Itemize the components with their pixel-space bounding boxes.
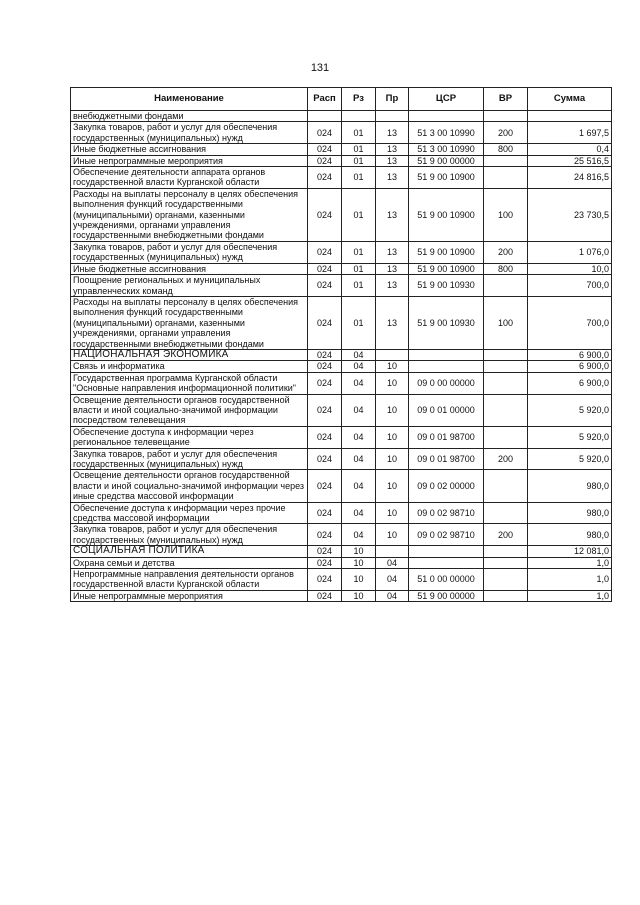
cell-rasp: 024: [308, 296, 342, 349]
cell-vr: [484, 167, 528, 189]
table-row: [71, 590, 612, 601]
cell-name: Закупка товаров, работ и услуг для обеспечения государственных (муниципальных) нужд: [71, 122, 308, 144]
cell-rasp: 024: [308, 188, 342, 241]
cell-vr: [484, 590, 528, 601]
cell-vr: [484, 502, 528, 524]
cell-csr: 51 9 00 00000: [409, 590, 484, 601]
cell-csr: 51 9 00 10930: [409, 275, 484, 297]
cell-csr: 09 0 02 00000: [409, 470, 484, 502]
table-row: [71, 263, 612, 274]
cell-rz: 01: [342, 241, 376, 263]
cell-rz: 04: [342, 502, 376, 524]
cell-csr: [409, 111, 484, 122]
cell-pr: 10: [376, 470, 409, 502]
table-row: [71, 546, 612, 557]
cell-rasp: 024: [308, 590, 342, 601]
cell-rz: 01: [342, 263, 376, 274]
cell-rasp: 024: [308, 144, 342, 155]
cell-csr: 09 0 02 98710: [409, 502, 484, 524]
cell-name: Расходы на выплаты персоналу в целях обеспечения выполнения функций государственными (муниципальными) органами, казенными учреждениями, органами управления государственными внебюджетными фондами: [71, 296, 308, 349]
header-csr: ЦСР: [409, 88, 484, 111]
cell-csr: 09 0 01 00000: [409, 394, 484, 426]
table-row: [71, 155, 612, 166]
cell-rz: 01: [342, 144, 376, 155]
cell-pr: 10: [376, 502, 409, 524]
cell-rz: 04: [342, 361, 376, 372]
cell-sum: 6 900,0: [528, 372, 612, 394]
cell-csr: [409, 349, 484, 360]
cell-name: Иные бюджетные ассигнования: [71, 263, 308, 274]
cell-sum: 1 697,5: [528, 122, 612, 144]
budget-table: [70, 87, 612, 602]
cell-pr: [376, 111, 409, 122]
cell-csr: 51 9 00 10900: [409, 188, 484, 241]
cell-pr: 04: [376, 557, 409, 568]
cell-vr: [484, 546, 528, 557]
cell-vr: 200: [484, 448, 528, 470]
header-rasp: Расп: [308, 88, 342, 111]
table-row: [71, 502, 612, 524]
table-row: [71, 296, 612, 349]
cell-sum: 980,0: [528, 524, 612, 546]
cell-rasp: 024: [308, 502, 342, 524]
header-vr: ВР: [484, 88, 528, 111]
cell-pr: [376, 349, 409, 360]
cell-rasp: 024: [308, 426, 342, 448]
cell-sum: 23 730,5: [528, 188, 612, 241]
cell-pr: 13: [376, 167, 409, 189]
cell-sum: 1,0: [528, 590, 612, 601]
cell-rasp: 024: [308, 546, 342, 557]
cell-csr: 51 9 00 10900: [409, 263, 484, 274]
cell-name: Закупка товаров, работ и услуг для обеспечения государственных (муниципальных) нужд: [71, 241, 308, 263]
cell-name: СОЦИАЛЬНАЯ ПОЛИТИКА: [71, 546, 308, 557]
cell-rz: 10: [342, 546, 376, 557]
cell-pr: 13: [376, 144, 409, 155]
cell-csr: 09 0 02 98710: [409, 524, 484, 546]
cell-vr: [484, 361, 528, 372]
cell-pr: 13: [376, 155, 409, 166]
cell-sum: 6 900,0: [528, 361, 612, 372]
cell-sum: 5 920,0: [528, 448, 612, 470]
cell-rz: 04: [342, 426, 376, 448]
cell-pr: [376, 546, 409, 557]
cell-pr: 13: [376, 263, 409, 274]
cell-vr: 200: [484, 524, 528, 546]
cell-rz: 10: [342, 569, 376, 591]
cell-csr: 51 9 00 10930: [409, 296, 484, 349]
cell-csr: 51 9 00 00000: [409, 155, 484, 166]
cell-rz: [342, 111, 376, 122]
cell-name: Расходы на выплаты персоналу в целях обеспечения выполнения функций государственными (муниципальными) органами, казенными учреждениями, органами управления государственными внебюджетными фондами: [71, 188, 308, 241]
cell-vr: [484, 372, 528, 394]
table-row: [71, 361, 612, 372]
cell-csr: 09 0 01 98700: [409, 448, 484, 470]
table-row: [71, 349, 612, 360]
cell-rasp: 024: [308, 122, 342, 144]
cell-rz: 04: [342, 394, 376, 426]
cell-name: Освещение деятельности органов государственной власти и иной социально-значимой информации посредством телевещания: [71, 394, 308, 426]
cell-vr: 800: [484, 263, 528, 274]
cell-rz: 04: [342, 470, 376, 502]
cell-rasp: 024: [308, 557, 342, 568]
cell-name: Иные непрограммные мероприятия: [71, 155, 308, 166]
cell-sum: 700,0: [528, 296, 612, 349]
table-row: [71, 111, 612, 122]
cell-vr: 200: [484, 241, 528, 263]
cell-vr: [484, 569, 528, 591]
cell-name: Обеспечение доступа к информации через региональное телевещание: [71, 426, 308, 448]
cell-sum: 1,0: [528, 569, 612, 591]
cell-pr: 10: [376, 372, 409, 394]
cell-csr: 51 3 00 10990: [409, 144, 484, 155]
cell-name: Охрана семьи и детства: [71, 557, 308, 568]
cell-vr: 200: [484, 122, 528, 144]
cell-rz: 04: [342, 448, 376, 470]
cell-name: НАЦИОНАЛЬНАЯ ЭКОНОМИКА: [71, 349, 308, 360]
page-number: 131: [310, 62, 330, 74]
cell-sum: 10,0: [528, 263, 612, 274]
cell-sum: 1 076,0: [528, 241, 612, 263]
cell-pr: 13: [376, 122, 409, 144]
cell-sum: 0,4: [528, 144, 612, 155]
table-row: [71, 394, 612, 426]
table-row: [71, 569, 612, 591]
header-sum: Сумма: [528, 88, 612, 111]
cell-rasp: 024: [308, 372, 342, 394]
cell-pr: 04: [376, 590, 409, 601]
cell-rasp: 024: [308, 241, 342, 263]
cell-name: Связь и информатика: [71, 361, 308, 372]
cell-sum: 700,0: [528, 275, 612, 297]
cell-sum: 5 920,0: [528, 426, 612, 448]
table-row: [71, 167, 612, 189]
cell-csr: 09 0 00 00000: [409, 372, 484, 394]
table-row: [71, 524, 612, 546]
header-rz: Рз: [342, 88, 376, 111]
cell-sum: 6 900,0: [528, 349, 612, 360]
table-row: [71, 144, 612, 155]
cell-sum: 5 920,0: [528, 394, 612, 426]
table-row: [71, 188, 612, 241]
cell-vr: [484, 111, 528, 122]
cell-rz: 01: [342, 296, 376, 349]
cell-sum: 1,0: [528, 557, 612, 568]
cell-rasp: 024: [308, 361, 342, 372]
cell-rz: 01: [342, 122, 376, 144]
cell-csr: 51 0 00 00000: [409, 569, 484, 591]
cell-vr: [484, 394, 528, 426]
cell-vr: 100: [484, 188, 528, 241]
cell-rz: 04: [342, 349, 376, 360]
cell-pr: 13: [376, 275, 409, 297]
cell-rasp: 024: [308, 263, 342, 274]
table-header-row: [71, 88, 612, 111]
cell-vr: [484, 155, 528, 166]
cell-vr: [484, 470, 528, 502]
cell-vr: 800: [484, 144, 528, 155]
cell-pr: 04: [376, 569, 409, 591]
table-row: [71, 122, 612, 144]
cell-rz: 10: [342, 590, 376, 601]
cell-name: Освещение деятельности органов государственной власти и иной социально-значимой информации через иные средства массовой информации: [71, 470, 308, 502]
cell-name: Иные бюджетные ассигнования: [71, 144, 308, 155]
cell-rasp: 024: [308, 167, 342, 189]
cell-csr: [409, 557, 484, 568]
table-body: [71, 111, 612, 602]
cell-sum: [528, 111, 612, 122]
cell-pr: 10: [376, 394, 409, 426]
cell-sum: 24 816,5: [528, 167, 612, 189]
cell-pr: 13: [376, 296, 409, 349]
cell-csr: 51 9 00 10900: [409, 241, 484, 263]
cell-rasp: 024: [308, 470, 342, 502]
cell-name: Обеспечение доступа к информации через прочие средства массовой информации: [71, 502, 308, 524]
table-row: [71, 241, 612, 263]
table-row: [71, 426, 612, 448]
cell-csr: 51 9 00 10900: [409, 167, 484, 189]
table-row: [71, 275, 612, 297]
cell-csr: [409, 546, 484, 557]
cell-vr: [484, 275, 528, 297]
cell-csr: 51 3 00 10990: [409, 122, 484, 144]
cell-name: внебюджетными фондами: [71, 111, 308, 122]
cell-vr: [484, 426, 528, 448]
table-row: [71, 448, 612, 470]
cell-pr: 10: [376, 426, 409, 448]
cell-sum: 12 081,0: [528, 546, 612, 557]
cell-name: Обеспечение деятельности аппарата органов государственной власти Курганской области: [71, 167, 308, 189]
cell-name: Непрограммные направления деятельности органов государственной власти Курганской области: [71, 569, 308, 591]
cell-name: Поощрение региональных и муниципальных управленческих команд: [71, 275, 308, 297]
cell-rz: 01: [342, 155, 376, 166]
cell-sum: 980,0: [528, 470, 612, 502]
cell-rz: 04: [342, 524, 376, 546]
table-row: [71, 470, 612, 502]
header-name: Наименование: [71, 88, 308, 111]
cell-csr: [409, 361, 484, 372]
cell-sum: 980,0: [528, 502, 612, 524]
cell-rz: 01: [342, 188, 376, 241]
cell-rasp: 024: [308, 275, 342, 297]
cell-vr: 100: [484, 296, 528, 349]
cell-csr: 09 0 01 98700: [409, 426, 484, 448]
cell-sum: 25 516,5: [528, 155, 612, 166]
cell-name: Закупка товаров, работ и услуг для обеспечения государственных (муниципальных) нужд: [71, 448, 308, 470]
cell-rz: 04: [342, 372, 376, 394]
cell-rasp: 024: [308, 349, 342, 360]
header-pr: Пр: [376, 88, 409, 111]
table-row: [71, 557, 612, 568]
cell-vr: [484, 557, 528, 568]
table-row: [71, 372, 612, 394]
cell-rasp: 024: [308, 394, 342, 426]
cell-name: Закупка товаров, работ и услуг для обеспечения государственных (муниципальных) нужд: [71, 524, 308, 546]
cell-pr: 13: [376, 241, 409, 263]
cell-rasp: 024: [308, 448, 342, 470]
cell-name: Государственная программа Курганской области "Основные направления информационной политики": [71, 372, 308, 394]
cell-rasp: 024: [308, 569, 342, 591]
cell-pr: 13: [376, 188, 409, 241]
cell-rz: 01: [342, 167, 376, 189]
cell-pr: 10: [376, 524, 409, 546]
cell-rasp: 024: [308, 155, 342, 166]
cell-vr: [484, 349, 528, 360]
cell-rasp: [308, 111, 342, 122]
cell-rasp: 024: [308, 524, 342, 546]
cell-pr: 10: [376, 448, 409, 470]
cell-rz: 10: [342, 557, 376, 568]
cell-name: Иные непрограммные мероприятия: [71, 590, 308, 601]
cell-pr: 10: [376, 361, 409, 372]
cell-rz: 01: [342, 275, 376, 297]
